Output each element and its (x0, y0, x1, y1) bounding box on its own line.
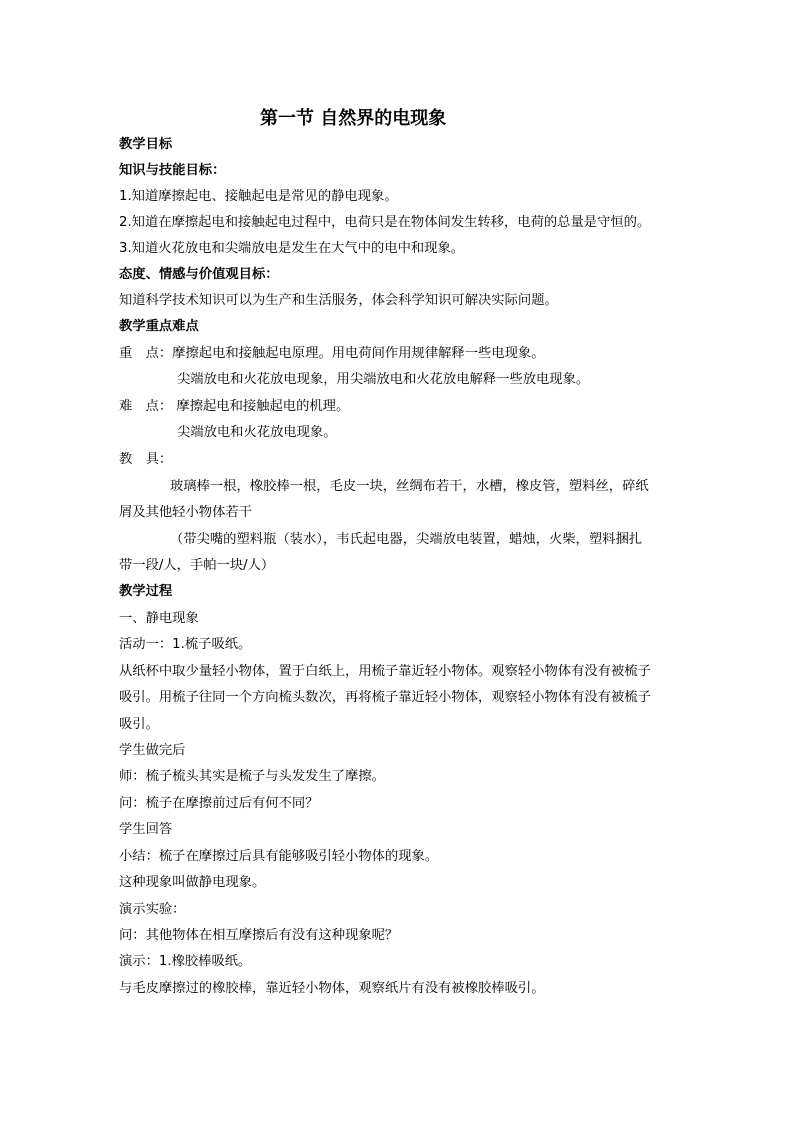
heading-teaching-process: 教学过程 (119, 584, 173, 599)
activity-text-3: 吸引。 (119, 717, 159, 732)
activity-one: 活动一：1.梳子吸纸。 (119, 637, 252, 652)
question-2: 问：其他物体在相互摩擦后有没有这种现象呢？ (119, 928, 399, 943)
demo-text-1: 与毛皮摩擦过的橡胶棒，靠近轻小物体，观察纸片有没有被橡胶棒吸引。 (119, 981, 545, 996)
document-title: 第一节 自然界的电现象 (260, 108, 447, 129)
tools-line-1: 玻璃棒一根，橡胶棒一根，毛皮一块，丝绸布若干，水槽，橡皮管，塑料丝，碎纸 (170, 479, 649, 494)
key-point-line-2: 尖端放电和火花放电现象，用尖端放电和火花放电解释一些放电现象。 (177, 372, 590, 387)
activity-text-2: 吸引。用梳子往同一个方向梳头数次，再将梳子靠近轻小物体，观察轻小物体有没有被梳子 (119, 690, 651, 705)
summary-line-2: 这种现象叫做静电现象。 (119, 875, 266, 890)
heading-attitude: 态度、情感与价值观目标： (119, 267, 279, 282)
teaching-tools-label: 教 具： (119, 452, 173, 467)
heading-key-difficult: 教学重点难点 (119, 319, 199, 334)
question-1: 问：梳子在摩擦前过后有何不同？ (119, 796, 319, 811)
students-done: 学生做完后 (119, 743, 186, 758)
demo-experiment-label: 演示实验： (119, 902, 186, 917)
students-answer: 学生回答 (119, 822, 173, 837)
key-point-line-1: 重 点：摩擦起电和接触起电原理。用电荷间作用规律解释一些电现象。 (119, 346, 545, 361)
difficult-point-line-2: 尖端放电和火花放电现象。 (177, 425, 337, 440)
summary-line-1: 小结：梳子在摩擦过后具有能够吸引轻小物体的现象。 (119, 849, 439, 864)
difficult-point-line-1: 难 点： 摩擦起电和接触起电的机理。 (119, 399, 350, 414)
section-static-phenomenon: 一、静电现象 (119, 611, 199, 626)
demo-item-1: 演示：1.橡胶棒吸纸。 (119, 954, 252, 969)
tools-line-4: 带一段/人，手帕一块/人） (119, 558, 275, 573)
goal-item-3: 3.知道火花放电和尖端放电是发生在大气中的电中和现象。 (119, 241, 465, 256)
attitude-text: 知道科学技术知识可以为生产和生活服务，体会科学知识可解决实际问题。 (119, 293, 558, 308)
teacher-remark: 师：梳子梳头其实是梳子与头发发生了摩擦。 (119, 769, 385, 784)
heading-teaching-goals: 教学目标 (119, 137, 173, 152)
goal-item-1: 1.知道摩擦起电、接触起电是常见的静电现象。 (119, 189, 398, 204)
tools-line-2: 屑及其他轻小物体若干 (119, 505, 252, 520)
tools-line-3: （带尖嘴的塑料瓶（装水），韦氏起电器，尖端放电装置，蜡烛，火柴，塑料捆扎 (170, 532, 643, 547)
goal-item-2: 2.知道在摩擦起电和接触起电过程中，电荷只是在物体间发生转移，电荷的总量是守恒的。 (119, 215, 651, 230)
heading-knowledge-skills: 知识与技能目标： (119, 163, 226, 178)
activity-text-1: 从纸杯中取少量轻小物体，置于白纸上，用梳子靠近轻小物体。观察轻小物体有没有被梳子 (119, 664, 651, 679)
